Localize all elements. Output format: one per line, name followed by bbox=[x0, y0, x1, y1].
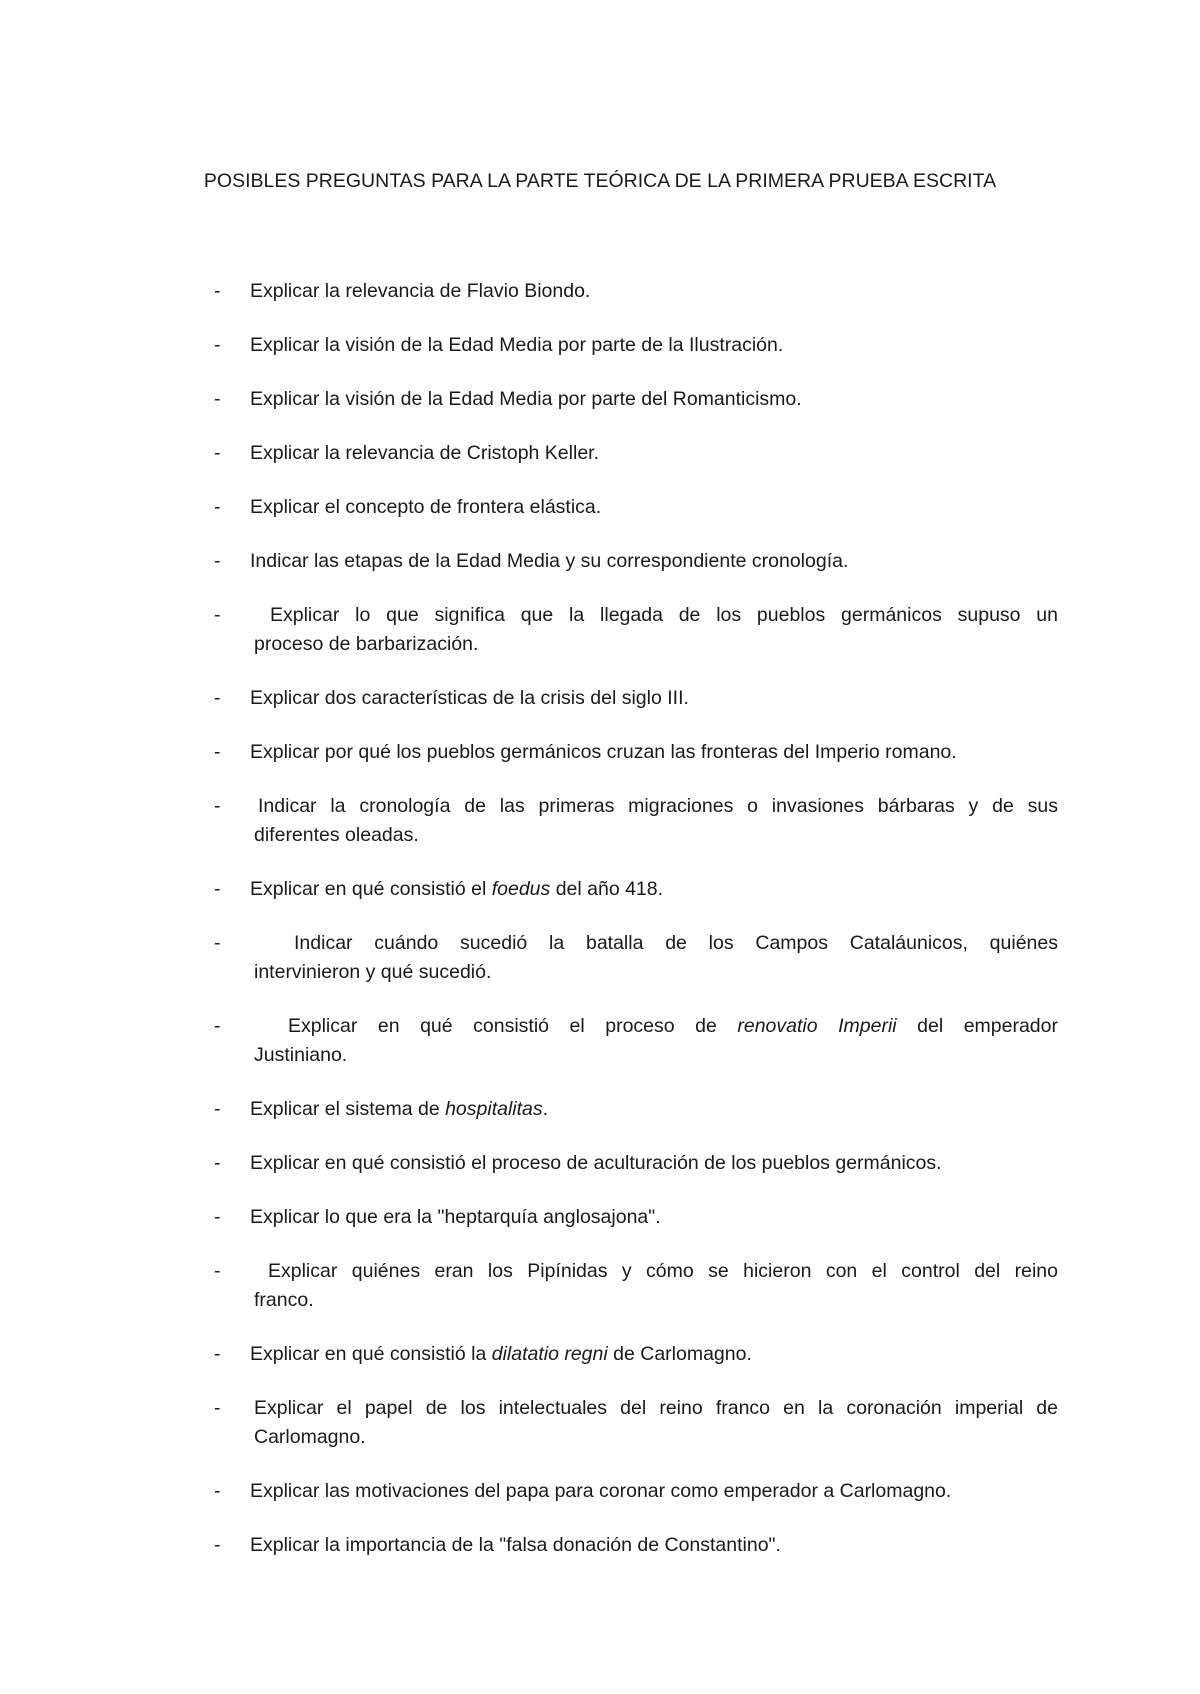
question-line: Explicar lo que significa que la llegada de los pueblos germánicos supuso un bbox=[270, 604, 1058, 626]
question-line: franco. bbox=[254, 1289, 314, 1311]
question-text-part: Explicar el sistema de bbox=[250, 1098, 446, 1120]
question-item bbox=[214, 385, 1058, 414]
bullet-dash: - bbox=[214, 741, 221, 763]
bullet-dash: - bbox=[214, 878, 221, 900]
question-text-part: de Carlomagno. bbox=[607, 1343, 752, 1365]
question-emphasis: renovatio Imperii bbox=[737, 1015, 897, 1037]
bullet-dash: - bbox=[214, 687, 221, 709]
question-line bbox=[254, 1012, 1058, 1041]
question-item bbox=[214, 738, 1058, 767]
bullet-dash: - bbox=[214, 1343, 221, 1365]
question-item bbox=[214, 1477, 1058, 1506]
question-text bbox=[250, 1340, 1058, 1369]
question-text: Explicar la relevancia de Flavio Biondo. bbox=[250, 280, 591, 302]
question-text: Explicar la relevancia de Cristoph Keller. bbox=[250, 442, 600, 464]
question-item bbox=[214, 493, 1058, 522]
question-text bbox=[254, 1257, 1058, 1315]
question-text: Explicar las motivaciones del papa para coronar como emperador a Carlomagno. bbox=[250, 1480, 952, 1502]
document-title: POSIBLES PREGUNTAS PARA LA PARTE TEÓRICA DE LA PRIMERA PRUEBA ESCRITA bbox=[203, 170, 997, 192]
question-item bbox=[214, 277, 1058, 306]
bullet-dash: - bbox=[214, 1098, 221, 1120]
question-emphasis: foedus bbox=[491, 878, 551, 900]
question-item bbox=[214, 547, 1058, 576]
question-item bbox=[214, 1531, 1058, 1560]
bullet-dash: - bbox=[214, 1480, 221, 1502]
bullet-dash: - bbox=[214, 1015, 221, 1037]
question-text-part: Explicar en qué consistió el proceso de bbox=[288, 1015, 738, 1037]
question-item bbox=[214, 1149, 1058, 1178]
question-text bbox=[254, 792, 1058, 850]
question-emphasis: hospitalitas bbox=[445, 1098, 543, 1120]
question-text bbox=[254, 601, 1058, 659]
question-text bbox=[250, 1095, 1058, 1124]
question-text: Explicar dos características de la crisis del siglo III. bbox=[250, 687, 689, 709]
question-text: Explicar en qué consistió el proceso de aculturación de los pueblos germánicos. bbox=[250, 1152, 942, 1174]
bullet-dash: - bbox=[214, 442, 221, 464]
bullet-dash: - bbox=[214, 1534, 221, 1556]
question-item bbox=[214, 1095, 1058, 1124]
question-text: Explicar la visión de la Edad Media por parte de la Ilustración. bbox=[250, 334, 784, 356]
question-text bbox=[254, 1012, 1058, 1070]
question-item bbox=[214, 929, 1058, 987]
question-item bbox=[214, 1203, 1058, 1232]
question-emphasis: dilatatio regni bbox=[491, 1343, 608, 1365]
bullet-dash: - bbox=[214, 550, 221, 572]
question-item bbox=[214, 875, 1058, 904]
bullet-dash: - bbox=[214, 1260, 221, 1282]
question-item bbox=[214, 331, 1058, 360]
question-line: Explicar quiénes eran los Pipínidas y cómo se hicieron con el control del reino bbox=[268, 1260, 1058, 1282]
question-item bbox=[214, 1394, 1058, 1452]
bullet-dash: - bbox=[214, 388, 221, 410]
question-text: Indicar las etapas de la Edad Media y su correspondiente cronología. bbox=[250, 550, 849, 572]
question-item bbox=[214, 1012, 1058, 1070]
bullet-dash: - bbox=[214, 604, 221, 626]
question-text: Explicar lo que era la "heptarquía anglosajona". bbox=[250, 1206, 661, 1228]
question-text bbox=[254, 929, 1058, 987]
bullet-dash: - bbox=[214, 795, 221, 817]
question-item bbox=[214, 1257, 1058, 1315]
question-item bbox=[214, 601, 1058, 659]
bullet-dash: - bbox=[214, 280, 221, 302]
bullet-dash: - bbox=[214, 1152, 221, 1174]
question-text: Explicar la importancia de la "falsa donación de Constantino". bbox=[250, 1534, 781, 1556]
question-text: Explicar el concepto de frontera elástica. bbox=[250, 496, 602, 518]
question-line: Carlomagno. bbox=[254, 1426, 366, 1448]
question-text: Explicar la visión de la Edad Media por parte del Romanticismo. bbox=[250, 388, 802, 410]
question-line: Indicar la cronología de las primeras migraciones o invasiones bárbaras y de sus bbox=[258, 795, 1058, 817]
question-item bbox=[214, 1340, 1058, 1369]
question-text-part: Explicar en qué consistió el bbox=[250, 878, 492, 900]
question-line: Justiniano. bbox=[254, 1044, 348, 1066]
bullet-dash: - bbox=[214, 496, 221, 518]
question-line: Indicar cuándo sucedió la batalla de los Campos Cataláunicos, quiénes bbox=[294, 932, 1058, 954]
bullet-dash: - bbox=[214, 932, 221, 954]
question-line: proceso de barbarización. bbox=[254, 633, 479, 655]
question-line: diferentes oleadas. bbox=[254, 824, 419, 846]
question-text-part: . bbox=[542, 1098, 549, 1120]
bullet-dash: - bbox=[214, 334, 221, 356]
question-text bbox=[250, 875, 1058, 904]
question-item bbox=[214, 439, 1058, 468]
question-line: Explicar el papel de los intelectuales del reino franco en la coronación imperial de bbox=[254, 1397, 1058, 1419]
bullet-dash: - bbox=[214, 1397, 221, 1419]
bullet-dash: - bbox=[214, 1206, 221, 1228]
question-text-part: del emperador bbox=[896, 1015, 1058, 1037]
question-item bbox=[214, 792, 1058, 850]
question-item bbox=[214, 684, 1058, 713]
question-text: Explicar por qué los pueblos germánicos cruzan las fronteras del Imperio romano. bbox=[250, 741, 957, 763]
question-line: intervinieron y qué sucedió. bbox=[254, 961, 492, 983]
question-text-part: Explicar en qué consistió la bbox=[250, 1343, 492, 1365]
question-text-part: del año 418. bbox=[550, 878, 664, 900]
question-text bbox=[254, 1394, 1058, 1452]
